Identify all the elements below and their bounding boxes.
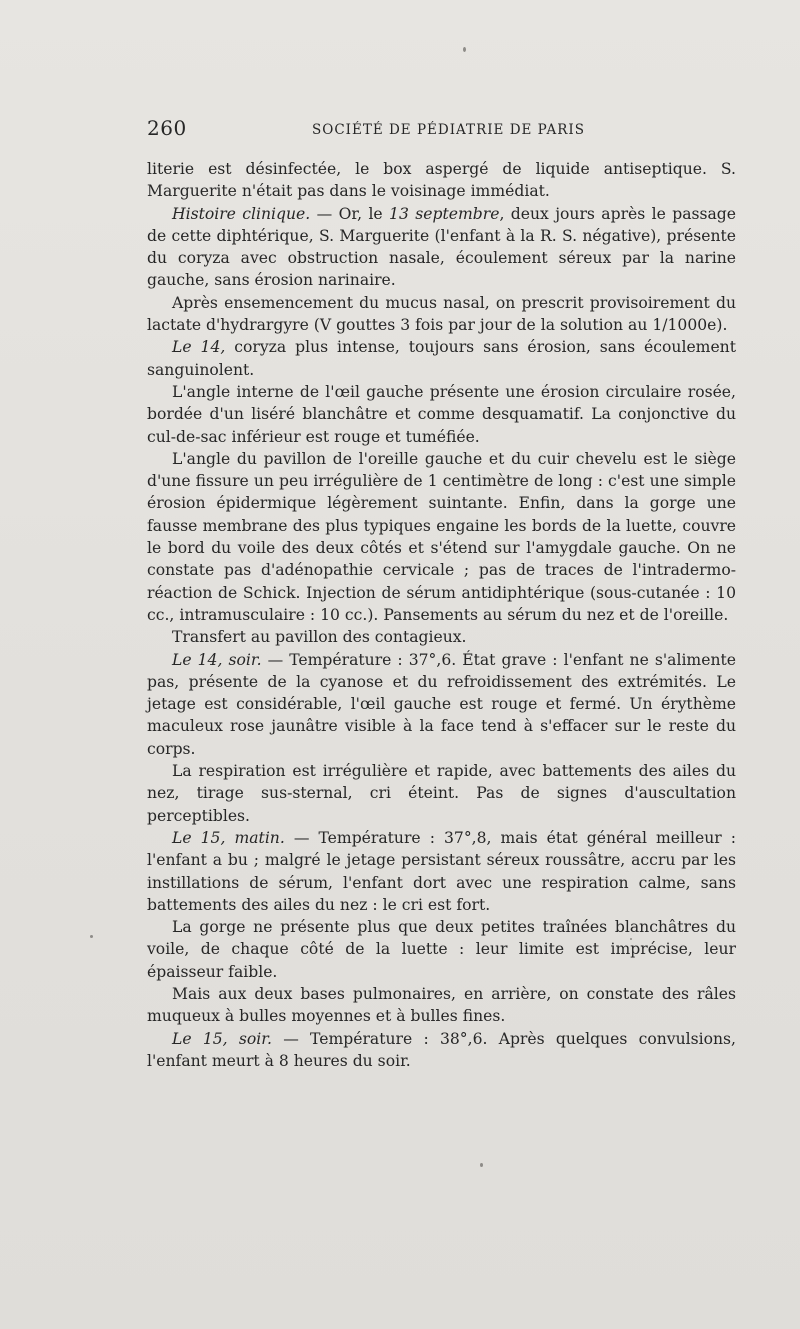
paragraph: literie est désinfectée, le box aspergé de liquide antiseptique. S. Marguerite n'était pas dans le voisinage immédiat. xyxy=(147,160,736,201)
running-title: SOCIÉTÉ DE PÉDIATRIE DE PARIS xyxy=(312,122,586,138)
scan-speck xyxy=(463,47,466,52)
paragraph: Le 14, soir. — Température : 37°,6. État grave : l'enfant ne s'alimente pas, présente de la cyanose et du refroidissement des extrémités. Le jetage est considérable, l'œil gauche est rouge et fermé. Un érythème maculeux rose jaunâtre visible à la face tend à s'effacer sur le reste du corps. xyxy=(147,650,736,758)
paragraph: Après ensemencement du mucus nasal, on prescrit provisoirement du lactate d'hydrargyre (V gouttes 3 fois par jour de la solution au 1/1000e). xyxy=(147,293,736,335)
paragraph: L'angle du pavillon de l'oreille gauche et du cuir chevelu est le siège d'une fissure un peu irrégulière de 1 centimètre de long : c'est une simple érosion épidermique légèrement suintante. Enfin, dans la gorge une fausse membrane des plus typiques engaine les bords de la luette, couvre le bord du voile des deux côtés et s'étend sur l'amygdale gauche. On ne constate pas d'adénopathie cervicale ; pas de traces de l'intradermo-réaction de Schick. Injection de sérum antidiphtérique (sous-cutanée : 10 cc., intramusculaire : 10 cc.). Pansements au sérum du nez et de l'oreille. xyxy=(147,449,736,624)
scan-speck xyxy=(480,1163,483,1167)
page-header xyxy=(147,116,737,142)
paragraph: Transfert au pavillon des contagieux. xyxy=(172,628,467,647)
paragraph: Le 15, matin. — Température : 37°,8, mais état général meilleur : l'enfant a bu ; malgré le jetage persistant séreux roussâtre, accru par les instillations de sérum, l'enfant dort avec une respiration calme, sans battements des ailes du nez : le cri est fort. xyxy=(147,828,736,914)
paragraph: Le 14, coryza plus intense, toujours sans érosion, sans écoulement sanguinolent. xyxy=(147,338,736,379)
paragraph: Mais aux deux bases pulmonaires, en arrière, on constate des râles muqueux à bulles moyennes et à bulles fines. xyxy=(147,984,736,1026)
paragraph: Histoire clinique. — Or, le 13 septembre, deux jours après le passage de cette diphtérique, S. Marguerite (l'enfant à la R. S. négative), présente du coryza avec obstruction nasale, écoulement séreux par la narine gauche, sans érosion narinaire. xyxy=(147,204,737,290)
page-number: 260 xyxy=(147,116,187,140)
date-lead: Le 14, soir. xyxy=(172,650,262,669)
paragraph: Le 15, soir. — Température : 38°,6. Après quelques convulsions, l'enfant meurt à 8 heures du soir. xyxy=(147,1029,736,1070)
date-lead: Le 14, xyxy=(172,338,226,357)
section-lead: Histoire clinique. xyxy=(172,204,311,223)
scan-speck xyxy=(90,935,93,938)
body-text xyxy=(147,158,736,1072)
paragraph: La respiration est irrégulière et rapide, avec battements des ailes du nez, tirage sus-sternal, cri éteint. Pas de signes d'auscultation perceptibles. xyxy=(147,762,736,825)
paragraph: L'angle interne de l'œil gauche présente une érosion circulaire rosée, bordée d'un liséré blanchâtre et comme desquamatif. La conjonctive du cul-de-sac inférieur est rouge et tuméfiée. xyxy=(147,382,736,446)
date-emphasis: 13 septembre xyxy=(389,204,500,223)
paragraph: La gorge ne présente plus que deux petites traînées blanchâtres du voile, de chaque côté de la luette : leur limite est imprécise, leur épaisseur faible. xyxy=(147,918,736,981)
date-lead: Le 15, soir. xyxy=(172,1029,272,1048)
date-lead: Le 15, matin. xyxy=(172,828,285,847)
